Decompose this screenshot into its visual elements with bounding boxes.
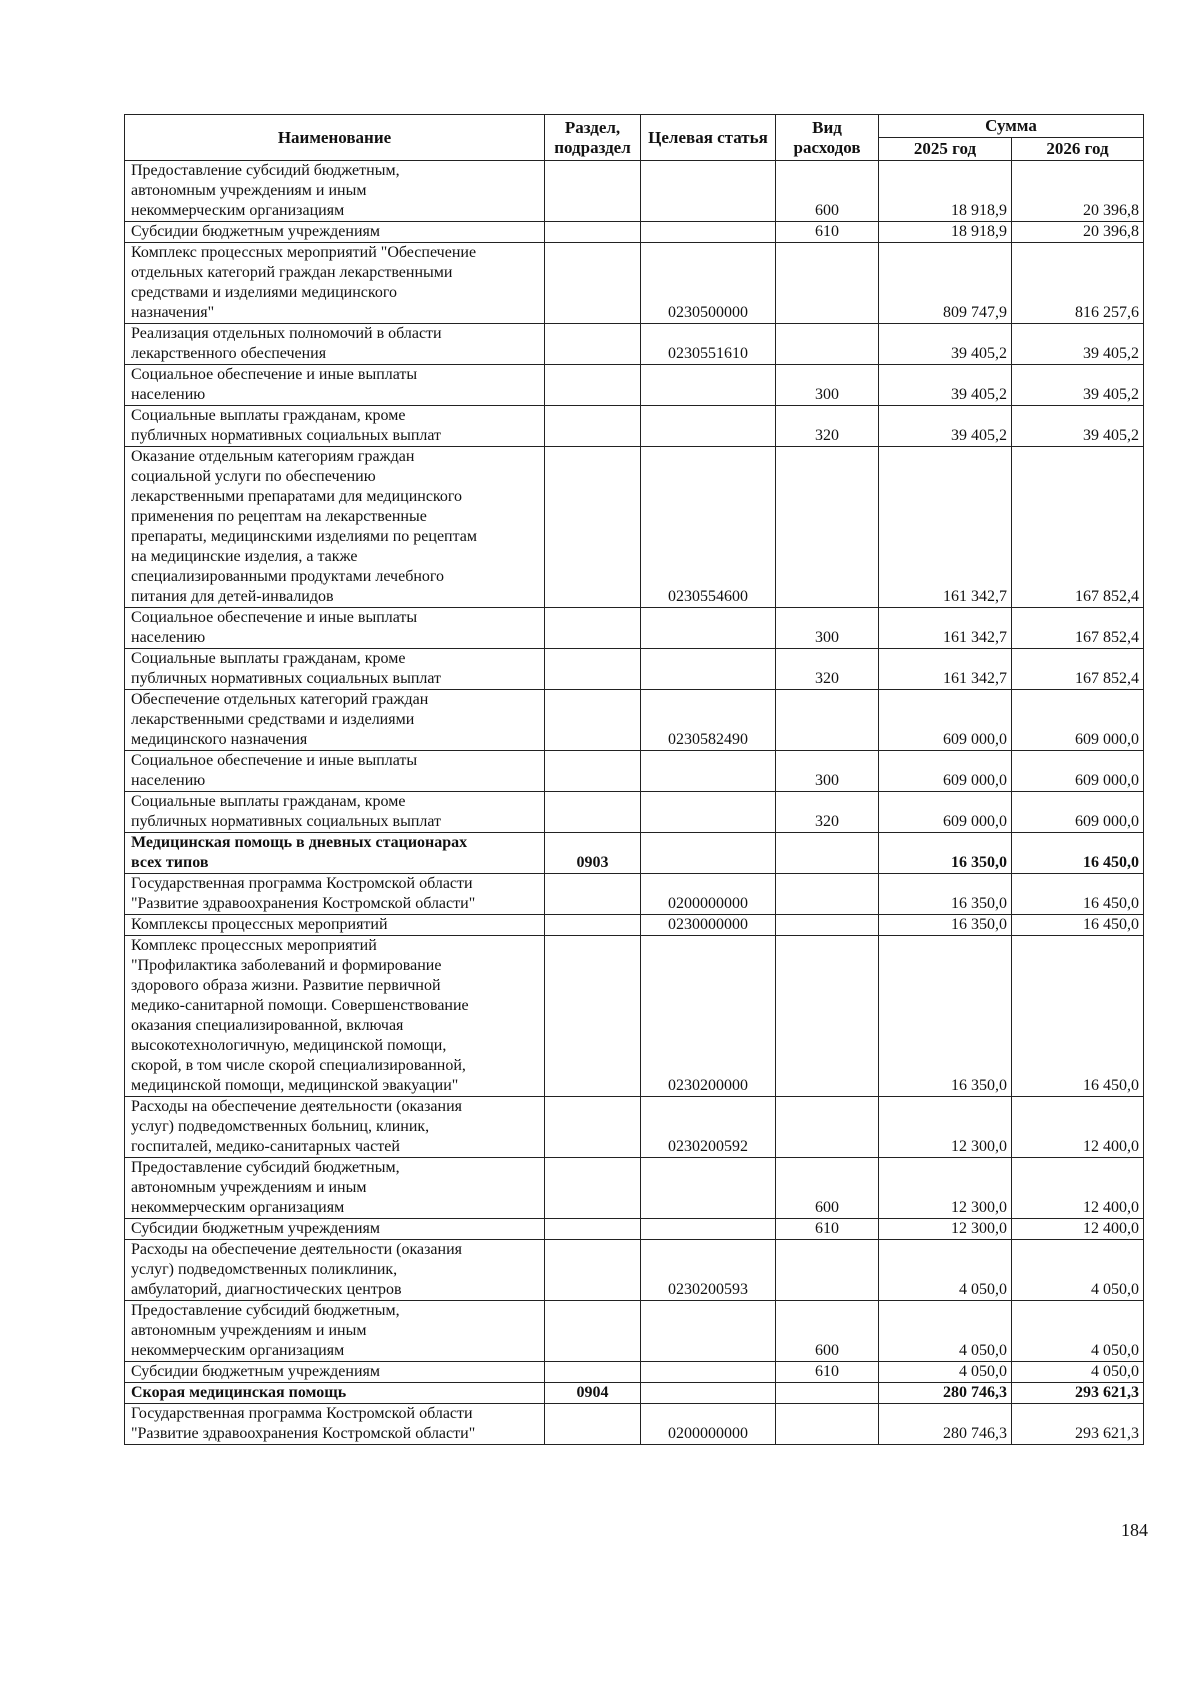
row-tselevaya xyxy=(641,222,776,243)
row-name: Обеспечение отдельных категорий граждан лекарственными средствами и изделиями медицинского назначения xyxy=(125,690,545,751)
row-vid xyxy=(776,690,879,751)
row-amount-2025: 161 342,7 xyxy=(879,447,1012,608)
row-tselevaya xyxy=(641,1219,776,1240)
budget-table xyxy=(124,114,1144,1445)
row-vid xyxy=(776,1240,879,1301)
table-row xyxy=(125,324,1144,365)
table-row xyxy=(125,649,1144,690)
row-tselevaya xyxy=(641,406,776,447)
row-tselevaya: 0200000000 xyxy=(641,1404,776,1445)
row-vid xyxy=(776,447,879,608)
row-amount-2026: 16 450,0 xyxy=(1012,874,1144,915)
row-amount-2025: 280 746,3 xyxy=(879,1404,1012,1445)
row-amount-2026: 12 400,0 xyxy=(1012,1219,1144,1240)
row-vid: 610 xyxy=(776,222,879,243)
row-razdel xyxy=(545,915,641,936)
row-vid xyxy=(776,1383,879,1404)
row-vid xyxy=(776,324,879,365)
row-amount-2025: 4 050,0 xyxy=(879,1240,1012,1301)
row-razdel xyxy=(545,1301,641,1362)
row-razdel xyxy=(545,1097,641,1158)
row-razdel xyxy=(545,649,641,690)
row-razdel xyxy=(545,1240,641,1301)
row-amount-2025: 16 350,0 xyxy=(879,833,1012,874)
header-row-top xyxy=(125,115,1144,138)
row-vid: 600 xyxy=(776,1301,879,1362)
row-name: Социальное обеспечение и иные выплаты населению xyxy=(125,608,545,649)
row-amount-2026: 16 450,0 xyxy=(1012,936,1144,1097)
row-tselevaya: 0230554600 xyxy=(641,447,776,608)
row-razdel xyxy=(545,365,641,406)
table-row xyxy=(125,792,1144,833)
row-vid: 610 xyxy=(776,1219,879,1240)
row-amount-2025: 280 746,3 xyxy=(879,1383,1012,1404)
row-tselevaya: 0230200592 xyxy=(641,1097,776,1158)
row-name: Социальные выплаты гражданам, кроме публичных нормативных социальных выплат xyxy=(125,649,545,690)
row-razdel xyxy=(545,1362,641,1383)
row-amount-2025: 161 342,7 xyxy=(879,608,1012,649)
row-vid xyxy=(776,936,879,1097)
row-tselevaya: 0230551610 xyxy=(641,324,776,365)
row-amount-2025: 12 300,0 xyxy=(879,1097,1012,1158)
row-vid xyxy=(776,1097,879,1158)
row-amount-2026: 4 050,0 xyxy=(1012,1362,1144,1383)
table-row xyxy=(125,936,1144,1097)
page-number: 184 xyxy=(1121,1520,1148,1540)
row-amount-2025: 39 405,2 xyxy=(879,324,1012,365)
row-name: Социальные выплаты гражданам, кроме публичных нормативных социальных выплат xyxy=(125,792,545,833)
row-tselevaya xyxy=(641,1301,776,1362)
row-name: Предоставление субсидий бюджетным, автономным учреждениям и иным некоммерческим организациям xyxy=(125,161,545,222)
row-tselevaya xyxy=(641,751,776,792)
row-razdel xyxy=(545,1158,641,1219)
row-razdel xyxy=(545,792,641,833)
row-tselevaya xyxy=(641,1383,776,1404)
table-row xyxy=(125,1240,1144,1301)
row-name: Социальное обеспечение и иные выплаты населению xyxy=(125,751,545,792)
table-row xyxy=(125,1219,1144,1240)
header-vid: Вид расходов xyxy=(776,115,879,161)
row-razdel: 0903 xyxy=(545,833,641,874)
table-row xyxy=(125,1404,1144,1445)
row-tselevaya xyxy=(641,608,776,649)
row-amount-2026: 4 050,0 xyxy=(1012,1240,1144,1301)
row-name: Комплекс процессных мероприятий "Профилактика заболеваний и формирование здорового образа жизни. Развитие первичной медико-санитарной помощи. Совершенствование оказания специализированной, включая высокотехнологичную, медицинской помощи, скорой, в том числе скорой специализированной, медицинской помощи, медицинской эвакуации" xyxy=(125,936,545,1097)
row-tselevaya xyxy=(641,792,776,833)
row-name: Расходы на обеспечение деятельности (оказания услуг) подведомственных поликлиник, амбулаторий, диагностических центров xyxy=(125,1240,545,1301)
row-razdel xyxy=(545,751,641,792)
header-tselevaya: Целевая статья xyxy=(641,115,776,161)
row-razdel xyxy=(545,936,641,1097)
row-razdel xyxy=(545,690,641,751)
row-tselevaya xyxy=(641,833,776,874)
row-tselevaya: 0230582490 xyxy=(641,690,776,751)
row-tselevaya xyxy=(641,649,776,690)
row-amount-2026: 609 000,0 xyxy=(1012,792,1144,833)
table-body xyxy=(125,161,1144,1445)
row-name: Предоставление субсидий бюджетным, автономным учреждениям и иным некоммерческим организациям xyxy=(125,1301,545,1362)
row-vid xyxy=(776,874,879,915)
row-tselevaya: 0230500000 xyxy=(641,243,776,324)
table-row xyxy=(125,1362,1144,1383)
row-razdel: 0904 xyxy=(545,1383,641,1404)
row-name: Государственная программа Костромской области "Развитие здравоохранения Костромской области" xyxy=(125,1404,545,1445)
row-vid xyxy=(776,1404,879,1445)
row-amount-2026: 167 852,4 xyxy=(1012,447,1144,608)
row-vid: 300 xyxy=(776,365,879,406)
row-amount-2026: 12 400,0 xyxy=(1012,1158,1144,1219)
row-amount-2026: 167 852,4 xyxy=(1012,649,1144,690)
row-razdel xyxy=(545,1404,641,1445)
row-vid: 300 xyxy=(776,751,879,792)
row-amount-2025: 161 342,7 xyxy=(879,649,1012,690)
row-amount-2025: 18 918,9 xyxy=(879,161,1012,222)
row-amount-2026: 609 000,0 xyxy=(1012,690,1144,751)
row-name: Комплексы процессных мероприятий xyxy=(125,915,545,936)
row-name: Реализация отдельных полномочий в области лекарственного обеспечения xyxy=(125,324,545,365)
row-name: Расходы на обеспечение деятельности (оказания услуг) подведомственных больниц, клиник, госпиталей, медико-санитарных частей xyxy=(125,1097,545,1158)
table-row xyxy=(125,222,1144,243)
table-header xyxy=(125,115,1144,161)
header-razdel: Раздел, подраздел xyxy=(545,115,641,161)
row-vid xyxy=(776,915,879,936)
row-name: Медицинская помощь в дневных стационарах всех типов xyxy=(125,833,545,874)
row-amount-2025: 16 350,0 xyxy=(879,915,1012,936)
row-razdel xyxy=(545,447,641,608)
table-row xyxy=(125,406,1144,447)
table-row xyxy=(125,690,1144,751)
row-razdel xyxy=(545,608,641,649)
row-amount-2025: 609 000,0 xyxy=(879,792,1012,833)
row-amount-2026: 293 621,3 xyxy=(1012,1383,1144,1404)
row-amount-2026: 16 450,0 xyxy=(1012,833,1144,874)
table-row xyxy=(125,1383,1144,1404)
row-vid xyxy=(776,833,879,874)
row-amount-2025: 12 300,0 xyxy=(879,1219,1012,1240)
table-row xyxy=(125,447,1144,608)
row-razdel xyxy=(545,874,641,915)
row-amount-2025: 609 000,0 xyxy=(879,690,1012,751)
row-tselevaya: 0230000000 xyxy=(641,915,776,936)
row-amount-2026: 20 396,8 xyxy=(1012,161,1144,222)
table-row xyxy=(125,833,1144,874)
table-row xyxy=(125,608,1144,649)
header-summa: Сумма xyxy=(879,115,1144,138)
row-razdel xyxy=(545,222,641,243)
row-tselevaya xyxy=(641,161,776,222)
row-amount-2026: 609 000,0 xyxy=(1012,751,1144,792)
row-name: Субсидии бюджетным учреждениям xyxy=(125,1362,545,1383)
row-vid: 320 xyxy=(776,792,879,833)
row-tselevaya xyxy=(641,1362,776,1383)
row-amount-2026: 4 050,0 xyxy=(1012,1301,1144,1362)
table-row xyxy=(125,915,1144,936)
row-amount-2026: 39 405,2 xyxy=(1012,406,1144,447)
row-name: Субсидии бюджетным учреждениям xyxy=(125,1219,545,1240)
row-amount-2025: 4 050,0 xyxy=(879,1301,1012,1362)
row-amount-2025: 609 000,0 xyxy=(879,751,1012,792)
row-name: Субсидии бюджетным учреждениям xyxy=(125,222,545,243)
row-amount-2025: 809 747,9 xyxy=(879,243,1012,324)
row-amount-2025: 4 050,0 xyxy=(879,1362,1012,1383)
row-tselevaya xyxy=(641,365,776,406)
row-amount-2025: 12 300,0 xyxy=(879,1158,1012,1219)
row-name: Предоставление субсидий бюджетным, автономным учреждениям и иным некоммерческим организациям xyxy=(125,1158,545,1219)
row-amount-2025: 16 350,0 xyxy=(879,874,1012,915)
row-razdel xyxy=(545,161,641,222)
table-row xyxy=(125,1158,1144,1219)
table-row xyxy=(125,365,1144,406)
row-tselevaya: 0200000000 xyxy=(641,874,776,915)
row-amount-2026: 20 396,8 xyxy=(1012,222,1144,243)
header-name: Наименование xyxy=(125,115,545,161)
row-razdel xyxy=(545,243,641,324)
row-amount-2026: 39 405,2 xyxy=(1012,324,1144,365)
row-name: Социальные выплаты гражданам, кроме публичных нормативных социальных выплат xyxy=(125,406,545,447)
header-year-2026: 2026 год xyxy=(1012,138,1144,161)
row-amount-2025: 18 918,9 xyxy=(879,222,1012,243)
row-amount-2025: 39 405,2 xyxy=(879,406,1012,447)
table-row xyxy=(125,161,1144,222)
row-tselevaya xyxy=(641,1158,776,1219)
row-amount-2025: 16 350,0 xyxy=(879,936,1012,1097)
row-name: Скорая медицинская помощь xyxy=(125,1383,545,1404)
header-year-2025: 2025 год xyxy=(879,138,1012,161)
row-name: Государственная программа Костромской области "Развитие здравоохранения Костромской области" xyxy=(125,874,545,915)
table-row xyxy=(125,751,1144,792)
row-vid xyxy=(776,243,879,324)
row-vid: 320 xyxy=(776,649,879,690)
row-vid: 600 xyxy=(776,161,879,222)
row-name: Социальное обеспечение и иные выплаты населению xyxy=(125,365,545,406)
row-tselevaya: 0230200593 xyxy=(641,1240,776,1301)
table-row xyxy=(125,874,1144,915)
row-razdel xyxy=(545,1219,641,1240)
row-amount-2026: 167 852,4 xyxy=(1012,608,1144,649)
table-row xyxy=(125,243,1144,324)
row-razdel xyxy=(545,324,641,365)
table-row xyxy=(125,1301,1144,1362)
row-amount-2026: 16 450,0 xyxy=(1012,915,1144,936)
row-vid: 610 xyxy=(776,1362,879,1383)
row-amount-2026: 293 621,3 xyxy=(1012,1404,1144,1445)
row-amount-2026: 12 400,0 xyxy=(1012,1097,1144,1158)
row-vid: 600 xyxy=(776,1158,879,1219)
row-amount-2025: 39 405,2 xyxy=(879,365,1012,406)
row-vid: 320 xyxy=(776,406,879,447)
row-name: Комплекс процессных мероприятий "Обеспечение отдельных категорий граждан лекарственными средствами и изделиями медицинского назначения" xyxy=(125,243,545,324)
row-vid: 300 xyxy=(776,608,879,649)
row-name: Оказание отдельным категориям граждан социальной услуги по обеспечению лекарственными препаратами для медицинского применения по рецептам на лекарственные препараты, медицинскими изделиями по рецептам на медицинские изделия, а также специализированными продуктами лечебного питания для детей-инвалидов xyxy=(125,447,545,608)
row-amount-2026: 39 405,2 xyxy=(1012,365,1144,406)
row-razdel xyxy=(545,406,641,447)
row-amount-2026: 816 257,6 xyxy=(1012,243,1144,324)
table-row xyxy=(125,1097,1144,1158)
row-tselevaya: 0230200000 xyxy=(641,936,776,1097)
